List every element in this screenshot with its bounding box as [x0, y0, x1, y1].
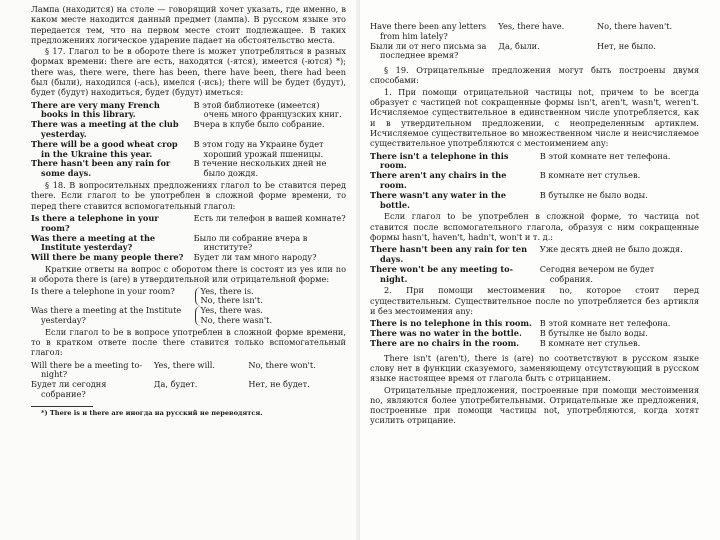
- example-ru: Есть ли телефон в вашей комнате?: [193, 212, 346, 223]
- usage-note: Отрицательные предложения, построенные при помощи местоимения no, являются более употребительными. Отрицательные же предложения, построенные при помощи частицы not, употребляются, когда хотят усилить отрицание.: [370, 384, 699, 426]
- examples-18: [31, 214, 346, 263]
- answer-yes: Yes, there will.: [153, 359, 216, 370]
- question: Is there a telephone in your room?: [31, 285, 175, 296]
- example-ru: В комнате нет стульев.: [539, 170, 641, 181]
- answer-yes: Yes, there is.: [200, 285, 254, 296]
- example-en: There was a meeting at the club yesterday.: [31, 119, 179, 140]
- question: Will there be a meeting to-night?: [31, 359, 143, 380]
- example-ru: В бутылке не было воды.: [539, 189, 648, 200]
- question: Have there been any letters from him lately?: [370, 21, 487, 41]
- answer-yes: Да, будет.: [153, 379, 198, 390]
- section-18: § 18. В вопросительных предложениях глагол to be ставится перед there. Если глагол to be употреблен в сложной форме времени, то перед there ставится вспомогательный глагол:: [31, 180, 346, 211]
- answer-no: No, there won't.: [248, 359, 316, 370]
- intro-paragraph: Лампа (находится) на столе — говорящий хочет указать, где именно, в каком месте находится данный предмет (лампа). В русском языке это передается тем, что на первом месте стоит подлежащее. В таких предложениях логическое ударение падает на обстоятельство места.: [31, 4, 346, 45]
- question: Были ли от него письма за последнее время?: [370, 40, 487, 61]
- question: Будет ли сегодня собрание?: [31, 379, 107, 399]
- question: Was there a meeting at the Institute yesterday?: [31, 305, 182, 325]
- example-ru: В этой комнате нет телефона.: [539, 318, 671, 329]
- example-en: There won't be any meeting to-night.: [370, 263, 514, 284]
- example-ru: Вчера в клубе было собрание.: [193, 119, 325, 130]
- example-ru: Будет ли там много народу?: [193, 252, 317, 263]
- example-en: There is no telephone in this room.: [370, 318, 532, 329]
- example-en: Will there be many people there?: [31, 252, 184, 263]
- examples-19-1: [370, 152, 699, 211]
- negation-method-2: 2. При помощи местоимения no, которое стоит перед существительным. Существительное после no употребляется без артикля и без местоимения any:: [370, 285, 699, 317]
- complex-form-intro: Если глагол to be в вопросе употреблен в сложной форме времени, то в кратком ответе после there ставится только вспомогательный глагол:: [31, 326, 346, 358]
- examples-19-2: [370, 319, 699, 348]
- answer-no: Нет, не будет.: [248, 379, 310, 390]
- complex-answers: [31, 361, 346, 400]
- example-ru: В этом году на Украине будет хороший урожай пшеницы.: [193, 138, 324, 159]
- example-en: There are no chairs in the room.: [370, 337, 520, 348]
- example-en: There hasn't been any rain for some days.: [31, 158, 171, 179]
- example-en: There aren't any chairs in the room.: [370, 170, 507, 190]
- example-en: Was there a meeting at the Institute yesterday?: [31, 232, 156, 253]
- answer-no: Нет, не было.: [596, 40, 656, 51]
- examples-17: [31, 101, 346, 179]
- answer-no: No, there wasn't.: [200, 314, 273, 325]
- complex-answers-continued: [370, 22, 699, 61]
- example-ru: В бутылке не было воды.: [539, 328, 648, 339]
- example-en: There isn't a telephone in this room.: [370, 150, 509, 171]
- answer-no: No, there isn't.: [200, 295, 263, 306]
- section-17: § 17. Глагол to be в обороте there is может употребляться в разных формах времени: there are есть, находятся (-ятся), имеется (-ются) *); there was, there were, there has been, there have been, there had been был (были), находился (-ась), имелся (-ись); there will be будет (будут), будет (будут) находиться, будет (будут) иметься:: [31, 46, 346, 98]
- footnote-rule: [31, 406, 93, 407]
- example-ru: Уже десять дней не было дождя.: [539, 244, 683, 255]
- negation-complex-form: Если глагол to be употреблен в сложной форме, то частица not ставится после вспомогательного глагола, образуя с ним сокращенные формы hasn't, haven't, hadn't, won't и т. д.:: [370, 211, 699, 242]
- example-ru: В течение нескольких дней не было дождя.: [193, 158, 327, 179]
- example-en: Is there a telephone in your room?: [31, 212, 159, 233]
- example-en: There hasn't been any rain for ten days.: [370, 244, 528, 265]
- answer-brace: [195, 306, 347, 326]
- example-en: There are very many French books in this library.: [31, 99, 160, 120]
- correspondence-note: There isn't (aren't), there is (are) no соответствуют в русском языке слову нет в функции сказуемого, заменяющему отсутствующий в русском языке настоящее время от глагола быть с отрицанием.: [370, 352, 699, 384]
- example-en: There wasn't any water in the bottle.: [370, 189, 506, 210]
- answer-yes: Да, были.: [498, 40, 540, 51]
- answer-yes: Yes, there have.: [498, 21, 565, 31]
- example-ru: Было ли собрание вчера в институте?: [193, 232, 308, 253]
- answer-brace: [195, 287, 347, 307]
- example-ru: В этой комнате нет телефона.: [539, 150, 671, 161]
- negation-method-1: 1. При помощи отрицательной частицы not, причем to be всегда образует с частицей not сокращенные формы isn't, aren't, wasn't, weren't. Исчисляемое существительное в единственном числе употребляется, как и в утвердительном предложении, с неопределенным артиклем. Исчисляемое существительное во множественном числе и неисчисляемое существительное употребляются с местоимением any:: [370, 86, 699, 149]
- answer-no: No, there haven't.: [596, 21, 673, 31]
- short-answers-intro: Краткие ответы на вопрос с оборотом there is состоят из yes или no и оборота there is (are) в утвердительной или отрицательной форме:: [31, 263, 346, 285]
- right-page: [360, 0, 720, 540]
- answer-yes: Yes, there was.: [200, 305, 263, 316]
- short-answers: [31, 287, 346, 326]
- example-ru: Сегодня вечером не будет собрания.: [539, 263, 655, 284]
- example-en: There will be a good wheat crop in the Ukraine this year.: [31, 138, 178, 159]
- footnote: *) There is и there are иногда на русский не переводятся.: [41, 408, 263, 417]
- examples-19-1b: [370, 245, 699, 284]
- example-ru: В комнате нет стульев.: [539, 337, 641, 348]
- example-ru: В этой библиотеке (имеется) очень много французских книг.: [193, 99, 342, 120]
- example-en: There was no water in the bottle.: [370, 328, 522, 339]
- section-19: § 19. Отрицательные предложения могут быть построены двумя способами:: [370, 65, 699, 86]
